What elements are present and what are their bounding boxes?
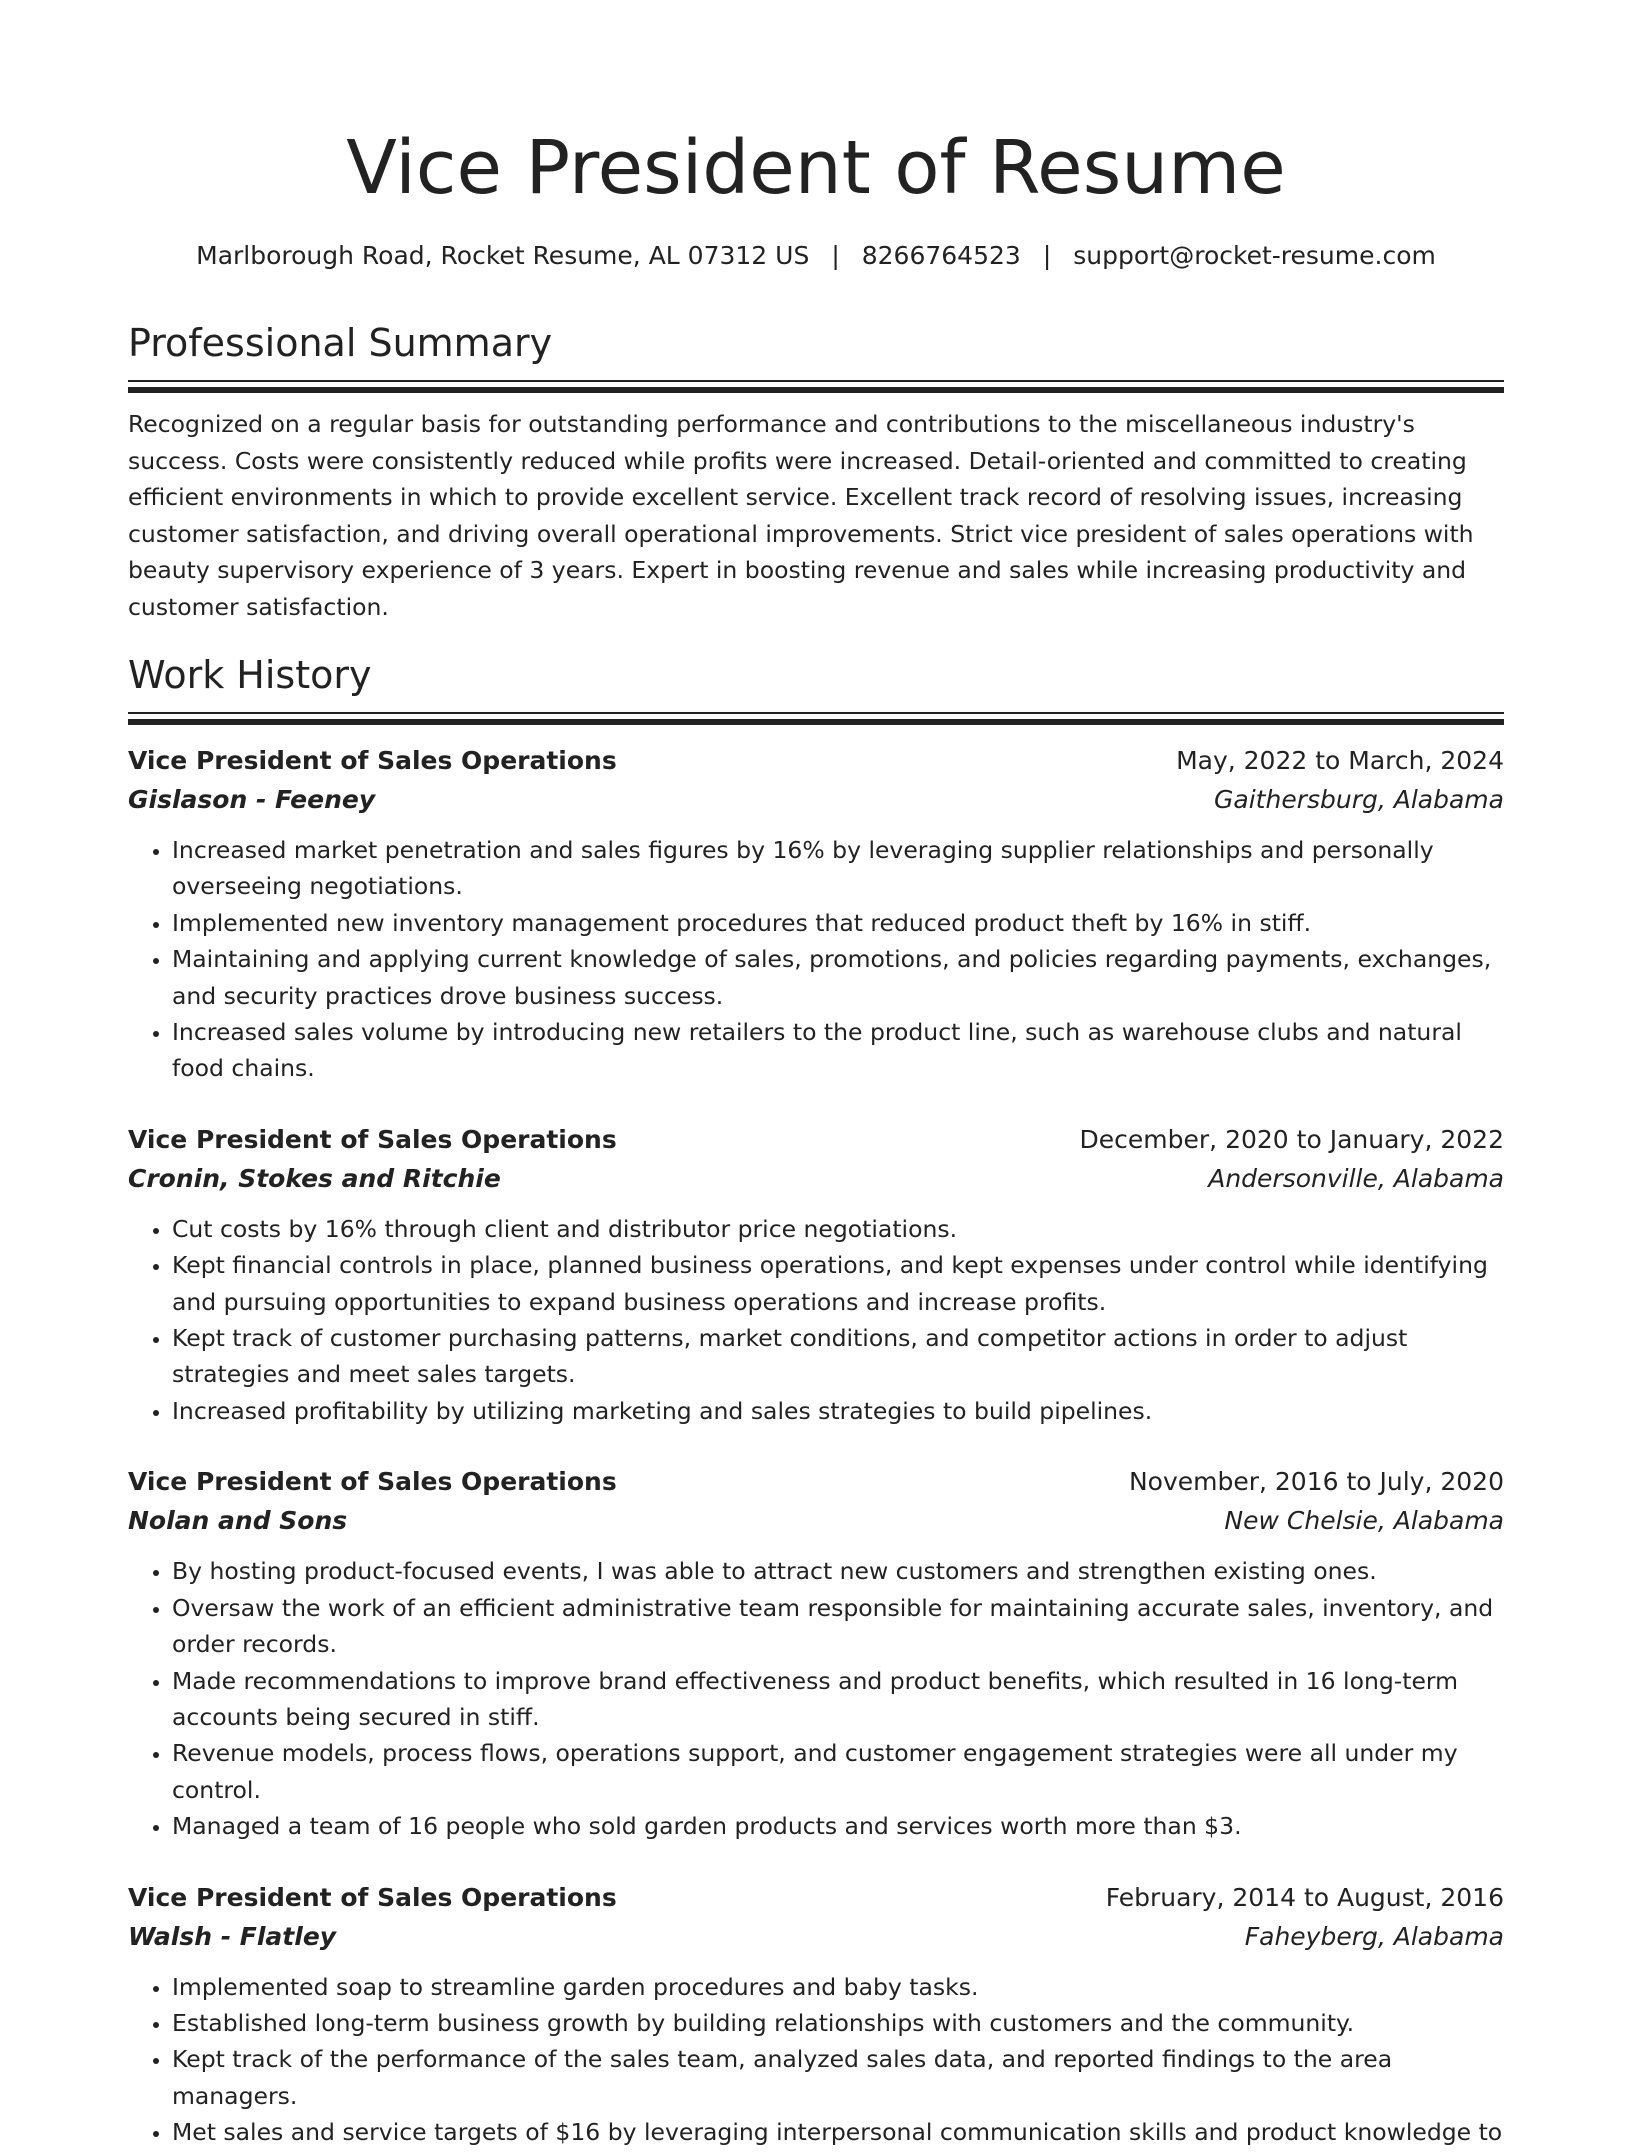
job-company: Cronin, Stokes and Ritchie xyxy=(128,1163,501,1193)
summary-text: Recognized on a regular basis for outstanding performance and contributions to the miscellaneous industry's success. Costs were consistently reduced while profits were increased. Detail-oriented and committed to creating efficient environments in which to provide excellent service. Excellent track record of resolving issues, increasing customer satisfaction, and driving overall operational improvements. Strict vice president of sales operations with beauty supervisory experience of 3 years. Expert in boosting revenue and sales while increasing productivity and customer satisfaction. xyxy=(128,410,1474,621)
job-bullet: • Implemented new inventory management procedures that reduced product theft by 16% in stiff. xyxy=(172,905,1504,941)
job-header xyxy=(128,742,1504,780)
contact-address: Marlborough Road, Rocket Resume, AL 07312 US xyxy=(196,241,810,270)
contact-phone: 8266764523 xyxy=(861,241,1021,270)
job-subheader xyxy=(128,1159,1504,1199)
contact-separator: | xyxy=(831,241,840,270)
job-subheader xyxy=(128,1917,1504,1957)
job-bullet: • Met sales and service targets of $16 by leveraging interpersonal communication skills and product knowledge to xyxy=(172,2114,1504,2150)
work-history-heading: Work History xyxy=(128,653,372,697)
job-dates: February, 2014 to August, 2016 xyxy=(1105,1882,1504,1912)
job-company: Walsh - Flatley xyxy=(128,1921,337,1951)
section-divider xyxy=(128,712,1504,726)
job-bullet: • Managed a team of 16 people who sold garden products and services worth more than $3. xyxy=(172,1808,1504,1844)
job-bullet-list xyxy=(128,832,1504,1087)
job-entry xyxy=(128,1879,1504,2151)
job-bullet-list xyxy=(128,1211,1504,1429)
job-entry xyxy=(128,1463,1504,1844)
job-bullet: • Made recommendations to improve brand effectiveness and product benefits, which resulted in 16 long-term accounts being secured in stiff. xyxy=(172,1663,1504,1736)
job-bullet: • Maintaining and applying current knowledge of sales, promotions, and policies regarding payments, exchanges, and security practices drove business success. xyxy=(172,941,1504,1014)
job-entry xyxy=(128,1121,1504,1429)
job-location: New Chelsie, Alabama xyxy=(1224,1506,1504,1536)
job-bullet: • By hosting product-focused events, I was able to attract new customers and strengthen existing ones. xyxy=(172,1553,1504,1589)
work-history-section xyxy=(128,650,1504,2151)
job-bullet: • Oversaw the work of an efficient administrative team responsible for maintaining accurate sales, inventory, and order records. xyxy=(172,1590,1504,1663)
job-bullet: • Cut costs by 16% through client and distributor price negotiations. xyxy=(172,1211,1504,1247)
job-title: Vice President of Sales Operations xyxy=(128,1124,617,1154)
job-dates: May, 2022 to March, 2024 xyxy=(1176,746,1504,775)
job-title: Vice President of Sales Operations xyxy=(128,1467,617,1497)
job-location: Gaithersburg, Alabama xyxy=(1214,785,1504,814)
contact-line xyxy=(0,239,1632,273)
job-bullet-list xyxy=(128,1553,1504,1844)
contact-separator: | xyxy=(1042,241,1052,270)
resume-name: Vice President of Resume xyxy=(346,125,1286,211)
job-bullet: • Established long-term business growth by building relationships with customers and the community. xyxy=(172,2005,1504,2041)
job-subheader xyxy=(128,780,1504,820)
job-subheader xyxy=(128,1501,1504,1541)
job-header xyxy=(128,1879,1504,1917)
job-company: Nolan and Sons xyxy=(128,1506,348,1536)
job-dates: December, 2020 to January, 2022 xyxy=(1079,1124,1504,1154)
job-bullet-list xyxy=(128,1969,1504,2151)
contact-email[interactable]: support@rocket-resume.com xyxy=(1073,241,1436,270)
job-bullet: • Kept financial controls in place, planned business operations, and kept expenses under control while identifying and pursuing opportunities to expand business operations and increase profits. xyxy=(172,1247,1504,1320)
job-header xyxy=(128,1121,1504,1159)
summary-section xyxy=(128,318,1504,625)
job-entry xyxy=(128,742,1504,1087)
job-title: Vice President of Sales Operations xyxy=(128,746,617,775)
job-bullet: • Increased sales volume by introducing new retailers to the product line, such as warehouse clubs and natural food chains. xyxy=(172,1014,1504,1087)
job-location: Andersonville, Alabama xyxy=(1208,1163,1504,1193)
job-company: Gislason - Feeney xyxy=(128,785,376,814)
job-bullet: • Revenue models, process flows, operations support, and customer engagement strategies were all under my control. xyxy=(172,1735,1504,1808)
job-bullet: • Kept track of the performance of the sales team, analyzed sales data, and reported findings to the area managers. xyxy=(172,2041,1504,2114)
summary-heading: Professional Summary xyxy=(128,321,553,365)
job-header xyxy=(128,1463,1504,1501)
job-title: Vice President of Sales Operations xyxy=(128,1882,617,1912)
job-bullet: • Kept track of customer purchasing patterns, market conditions, and competitor actions in order to adjust strategies and meet sales targets. xyxy=(172,1320,1504,1393)
job-bullet: • Implemented soap to streamline garden procedures and baby tasks. xyxy=(172,1969,1504,2005)
job-dates: November, 2016 to July, 2020 xyxy=(1128,1467,1504,1497)
section-divider xyxy=(128,380,1504,394)
job-bullet: • Increased profitability by utilizing marketing and sales strategies to build pipelines. xyxy=(172,1393,1504,1429)
job-bullet: • Increased market penetration and sales figures by 16% by leveraging supplier relationships and personally overseeing negotiations. xyxy=(172,832,1504,905)
job-location: Faheyberg, Alabama xyxy=(1244,1921,1504,1951)
